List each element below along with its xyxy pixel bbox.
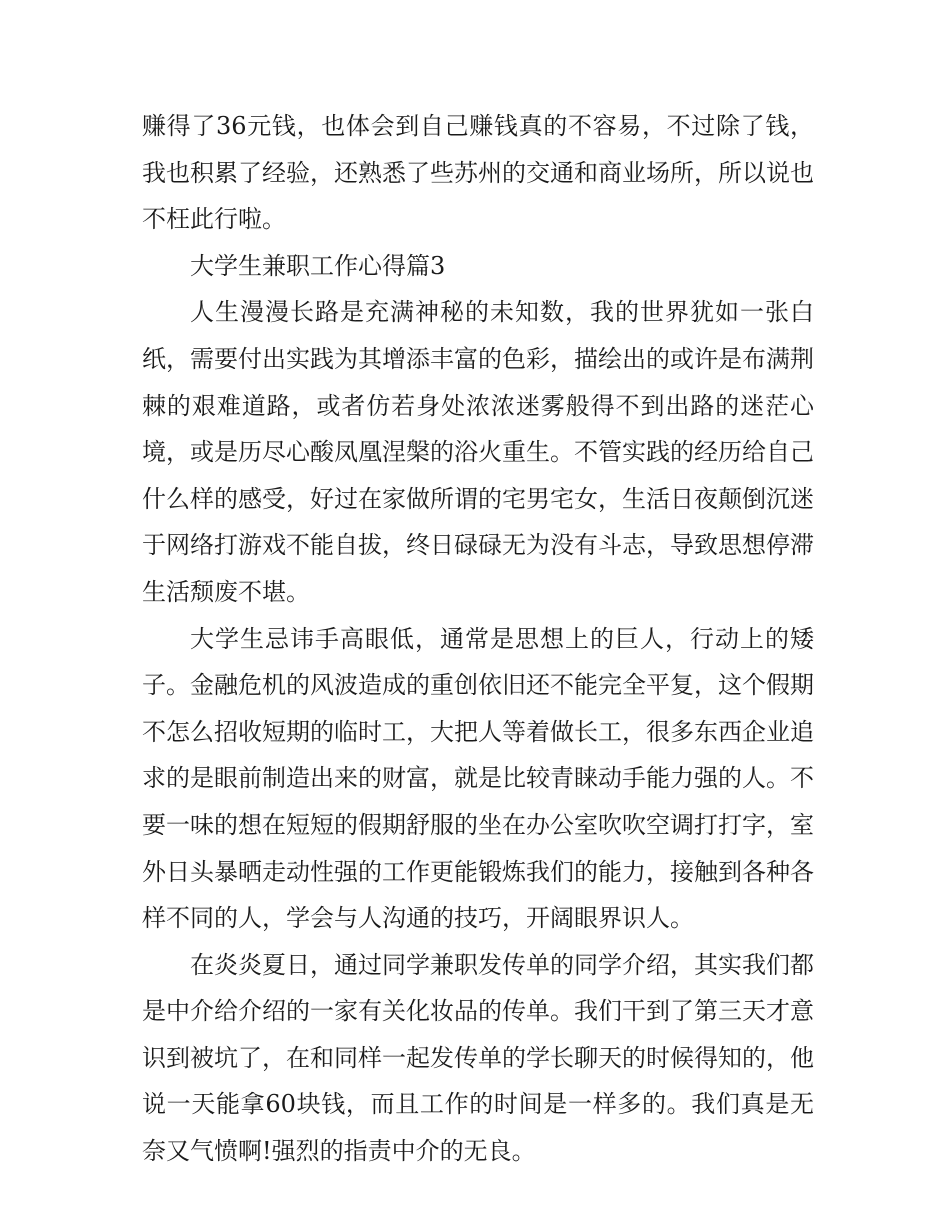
paragraph: 在炎炎夏日，通过同学兼职发传单的同学介绍，其实我们都是中介给介绍的一家有关化妆品的传单。我们干到了第三天才意识到被坑了，在和同样一起发传单的学长聊天的时候得知的，他说一天能拿60块钱，而且工作的时间是一样多的。我们真是无奈又气愤啊!强烈的指责中介的无良。 xyxy=(142,950,814,1166)
document-body xyxy=(142,103,814,1175)
paragraph: 人生漫漫长路是充满神秘的未知数，我的世界犹如一张白纸，需要付出实践为其增添丰富的色彩，描绘出的或许是布满荆棘的艰难道路，或者仿若身处浓浓迷雾般得不到出路的迷茫心境，或是历尽心酸凤凰涅槃的浴火重生。不管实践的经历给自己什么样的感受，好过在家做所谓的宅男宅女，生活日夜颠倒沉迷于网络打游戏不能自拔，终日碌碌无为没有斗志，导致思想停滞生活颓废不堪。 xyxy=(142,298,814,606)
paragraph-continued: 赚得了36元钱，也体会到自己赚钱真的不容易，不过除了钱，我也积累了经验，还熟悉了些苏州的交通和商业场所，所以说也不枉此行啦。 xyxy=(142,112,814,234)
paragraph: 大学生忌讳手高眼低，通常是思想上的巨人，行动上的矮子。金融危机的风波造成的重创依旧还不能完全平复，这个假期不怎么招收短期的临时工，大把人等着做长工，很多东西企业追求的是眼前制造出来的财富，就是比较青睐动手能力强的人。不要一味的想在短短的假期舒服的坐在办公室吹吹空调打打字，室外日头暴晒走动性强的工作更能锻炼我们的能力，接触到各种各样不同的人，学会与人沟通的技巧，开阔眼界识人。 xyxy=(142,624,814,933)
section-heading: 大学生兼职工作心得篇3 xyxy=(190,251,446,280)
